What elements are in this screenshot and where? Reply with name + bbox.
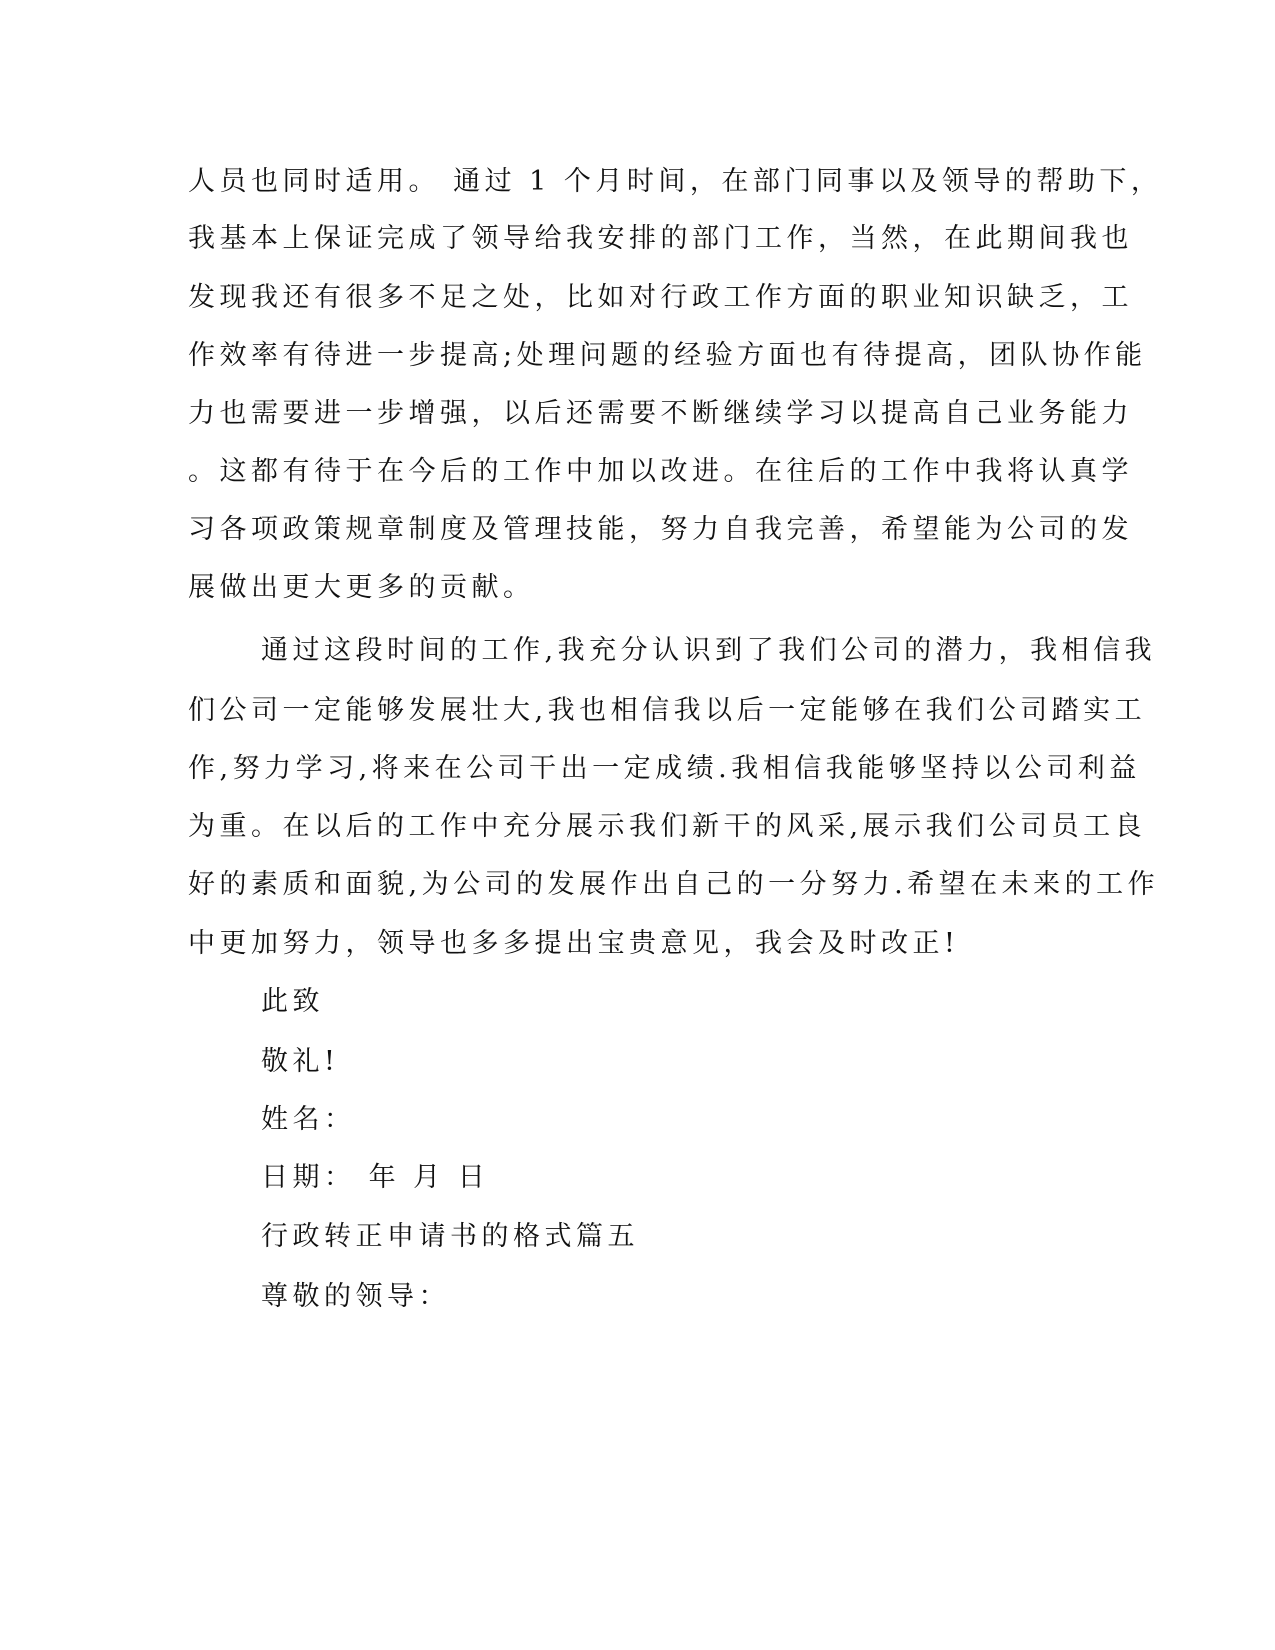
paragraph-line: 为重。在以后的工作中充分展示我们新干的风采,展示我们公司员工良	[188, 811, 1147, 842]
paragraph-line: 我基本上保证完成了领导给我安排的部门工作，当然，在此期间我也	[188, 223, 1133, 254]
paragraph-line: 发现我还有很多不足之处，比如对行政工作方面的职业知识缺乏，工	[188, 282, 1133, 313]
paragraph-line: 。这都有待于在今后的工作中加以改进。在往后的工作中我将认真学	[188, 456, 1133, 487]
paragraph-line: 人员也同时适用。 通过 1 个月时间，在部门同事以及领导的帮助下，	[188, 166, 1163, 197]
paragraph-line: 通过这段时间的工作,我充分认识到了我们公司的潜力，我相信我	[261, 635, 1157, 666]
closing-salutation: 此致	[261, 986, 324, 1017]
paragraph-line: 展做出更大更多的贡献。	[188, 572, 535, 603]
closing-regards: 敬礼!	[261, 1046, 340, 1077]
paragraph-line: 习各项政策规章制度及管理技能，努力自我完善，希望能为公司的发	[188, 514, 1133, 545]
paragraph-line: 们公司一定能够发展壮大,我也相信我以后一定能够在我们公司踏实工	[188, 695, 1147, 726]
greeting: 尊敬的领导：	[261, 1281, 450, 1312]
paragraph-line: 作效率有待进一步提高;处理问题的经验方面也有待提高，团队协作能	[188, 340, 1147, 371]
paragraph-line: 好的素质和面貌,为公司的发展作出自己的一分努力.希望在未来的工作	[188, 869, 1160, 900]
paragraph-line: 力也需要进一步增强，以后还需要不断继续学习以提高自己业务能力	[188, 398, 1133, 429]
section-title: 行政转正申请书的格式篇五	[261, 1221, 639, 1252]
name-label: 姓名：	[261, 1104, 356, 1135]
paragraph-line: 作,努力学习,将来在公司干出一定成绩.我相信我能够坚持以公司利益	[188, 753, 1141, 784]
paragraph-line: 中更加努力，领导也多多提出宝贵意见，我会及时改正!	[188, 928, 960, 959]
date-label: 日期： 年 月 日	[261, 1162, 490, 1193]
